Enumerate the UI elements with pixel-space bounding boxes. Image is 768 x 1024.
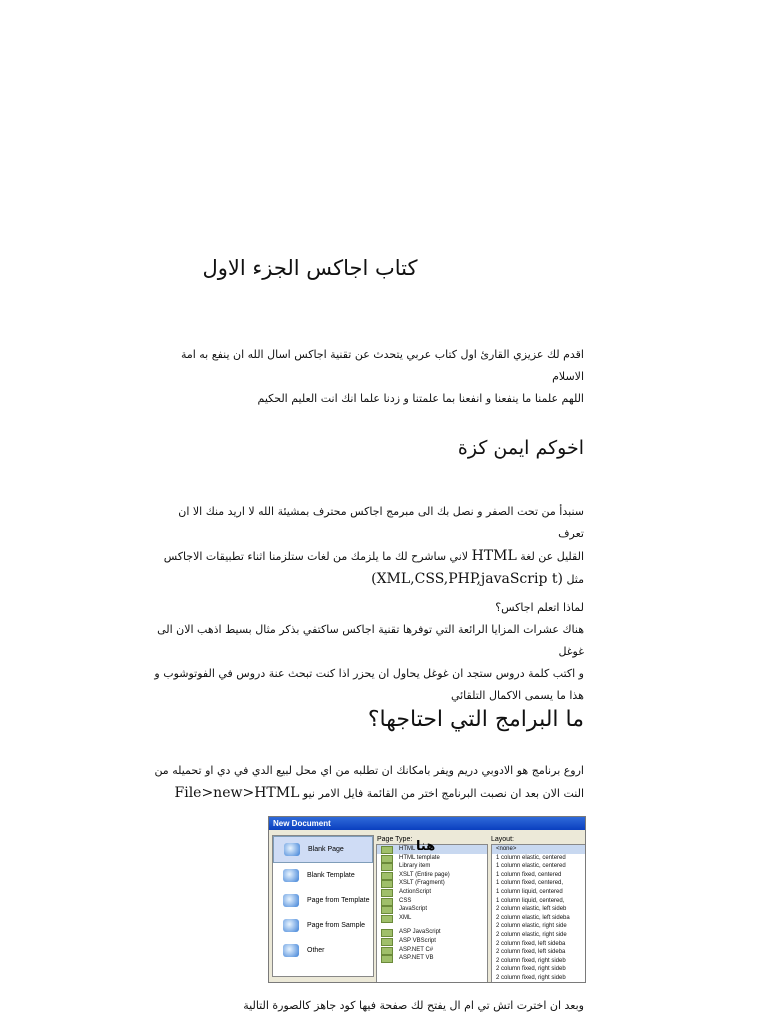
programs-line-2-start: النت الان بعد ان نصبت البرنامج اختر من القائمة فايل الامر نيو bbox=[302, 787, 584, 800]
category-other: Other bbox=[273, 938, 373, 963]
programs-line-1: اروع برنامج هو الادوبي دريم ويفر بامكانك ان تطلبه من اي محل لبيع الدي في دي او تحميله من bbox=[154, 764, 584, 777]
category-blank-template: Blank Template bbox=[273, 863, 373, 888]
layout-item: 1 column liquid, centered bbox=[496, 888, 563, 895]
section1-line-2-start: القليل عن لغة bbox=[520, 550, 584, 563]
layout-item: 1 column elastic, centered bbox=[496, 863, 566, 870]
page-type-list bbox=[376, 844, 488, 983]
intro-paragraph bbox=[150, 344, 584, 410]
page-from-sample-icon bbox=[283, 919, 299, 932]
layout-item: 1 column elastic, centered bbox=[496, 854, 566, 861]
html-term: HTML bbox=[471, 548, 517, 564]
layout-item: 2 column elastic, left sideba bbox=[496, 914, 570, 921]
page-type-item: HTML bbox=[377, 845, 487, 854]
why-line-2: و اكتب كلمة دروس ستجد ان غوغل يحاول ان يحزر اذا كنت تبحث عنة دروس في الفوتوشوب و bbox=[154, 667, 584, 680]
page-type-label: Page Type: bbox=[377, 836, 413, 843]
why-paragraph bbox=[150, 597, 584, 707]
file-icon bbox=[381, 915, 393, 923]
page-type-item: ASP.NET VB bbox=[377, 954, 487, 963]
new-document-dialog-screenshot bbox=[268, 816, 586, 983]
page-type-item: XSLT (Entire page) bbox=[377, 871, 487, 880]
category-page-from-sample: Page from Sample bbox=[273, 913, 373, 938]
section1-line-2 bbox=[150, 545, 584, 568]
programs-heading: ما البرامج التي احتاجها؟ bbox=[367, 707, 584, 732]
layout-item: 2 column fixed, right sideb bbox=[496, 974, 566, 981]
programs-paragraph bbox=[150, 760, 584, 805]
menu-command: File>new>HTML bbox=[174, 785, 300, 801]
layout-item: 2 column fixed, left sideba bbox=[496, 949, 566, 956]
blank-template-icon bbox=[283, 869, 299, 882]
layout-item: 1 column liquid, centered, bbox=[496, 897, 565, 904]
author-heading: اخوكم ايمن كزة bbox=[457, 437, 584, 459]
dialog-title: New Document bbox=[269, 817, 585, 830]
why-line-1: هناك عشرات المزايا الرائعة التي توفرها تقنية اجاكس ساكتفي بذكر مثال بسيط اذهب الان الى غوغل bbox=[157, 623, 584, 658]
programs-line-2 bbox=[150, 782, 584, 805]
page-type-item: ASP.NET C# bbox=[377, 946, 487, 955]
section1-paragraph bbox=[150, 501, 584, 591]
layout-item: 2 column elastic, right side bbox=[496, 923, 567, 930]
category-list bbox=[272, 835, 374, 977]
layout-item: 2 column fixed, right sideb bbox=[496, 957, 566, 964]
section1-line-3-start: مثل bbox=[566, 573, 584, 586]
page-type-item: XSLT (Fragment) bbox=[377, 879, 487, 888]
category-page-from-template: Page from Template bbox=[273, 888, 373, 913]
page-type-item: XML bbox=[377, 914, 487, 923]
page-type-item: JavaScript bbox=[377, 905, 487, 914]
section1-line-3 bbox=[150, 568, 584, 591]
page-title: كتاب اجاكس الجزء الاول bbox=[202, 256, 418, 280]
layout-item: 1 column fixed, centered bbox=[496, 871, 562, 878]
languages-list: (XML,CSS,PHP,javaScrip t) bbox=[371, 571, 563, 587]
file-icon bbox=[381, 955, 393, 963]
page-from-template-icon bbox=[283, 894, 299, 907]
layout-list bbox=[491, 844, 586, 983]
section1-line-1: سنبدأ من تحت الصفر و نصل بك الى مبرمج اجاكس محترف بمشيئة الله لا اريد منك الا ان تعرف bbox=[178, 505, 584, 540]
page-type-item: Library item bbox=[377, 862, 487, 871]
layout-item: 2 column elastic, left sideb bbox=[496, 906, 567, 913]
layout-item: 2 column fixed, right sideb bbox=[496, 966, 566, 973]
why-line-3: هذا ما يسمى الاكمال التلقائي bbox=[450, 689, 584, 702]
layout-item: 1 column fixed, centered, bbox=[496, 880, 564, 887]
page-type-item: CSS bbox=[377, 897, 487, 906]
category-blank-page: Blank Page bbox=[273, 836, 373, 863]
layout-item: 2 column elastic, right side bbox=[496, 931, 567, 938]
intro-line-2: اللهم علمنا ما ينفعنا و انفعنا بما علمتنا و زدنا علما انك انت العليم الحكيم bbox=[257, 392, 584, 405]
here-annotation: هنا bbox=[416, 839, 436, 854]
other-icon bbox=[283, 944, 299, 957]
section1-line-2-end: لاني ساشرح لك ما يلزمك من لغات ستلزمنا اثناء تطبيقات الاجاكس bbox=[163, 550, 469, 563]
footer-line: وبعد ان اخترت اتش تي ام ال يفتح لك صفحة فيها كود جاهز كالصورة التالية bbox=[243, 999, 584, 1012]
page-type-item: ActionScript bbox=[377, 888, 487, 897]
layout-item: 2 column fixed, left sideba bbox=[496, 940, 566, 947]
layout-label: Layout: bbox=[491, 836, 514, 843]
page-type-item: ASP JavaScript bbox=[377, 928, 487, 937]
page-type-item: HTML template bbox=[377, 854, 487, 863]
page-type-item: ASP VBScript bbox=[377, 937, 487, 946]
intro-line-1: اقدم لك عزيزي القارئ اول كتاب عربي يتحدث عن تقنية اجاكس اسال الله ان ينفع به امة الاسلام bbox=[180, 348, 584, 383]
blank-page-icon bbox=[284, 843, 300, 856]
why-question: لماذا اتعلم اجاكس؟ bbox=[495, 601, 584, 614]
layout-item: <none> bbox=[492, 845, 586, 854]
